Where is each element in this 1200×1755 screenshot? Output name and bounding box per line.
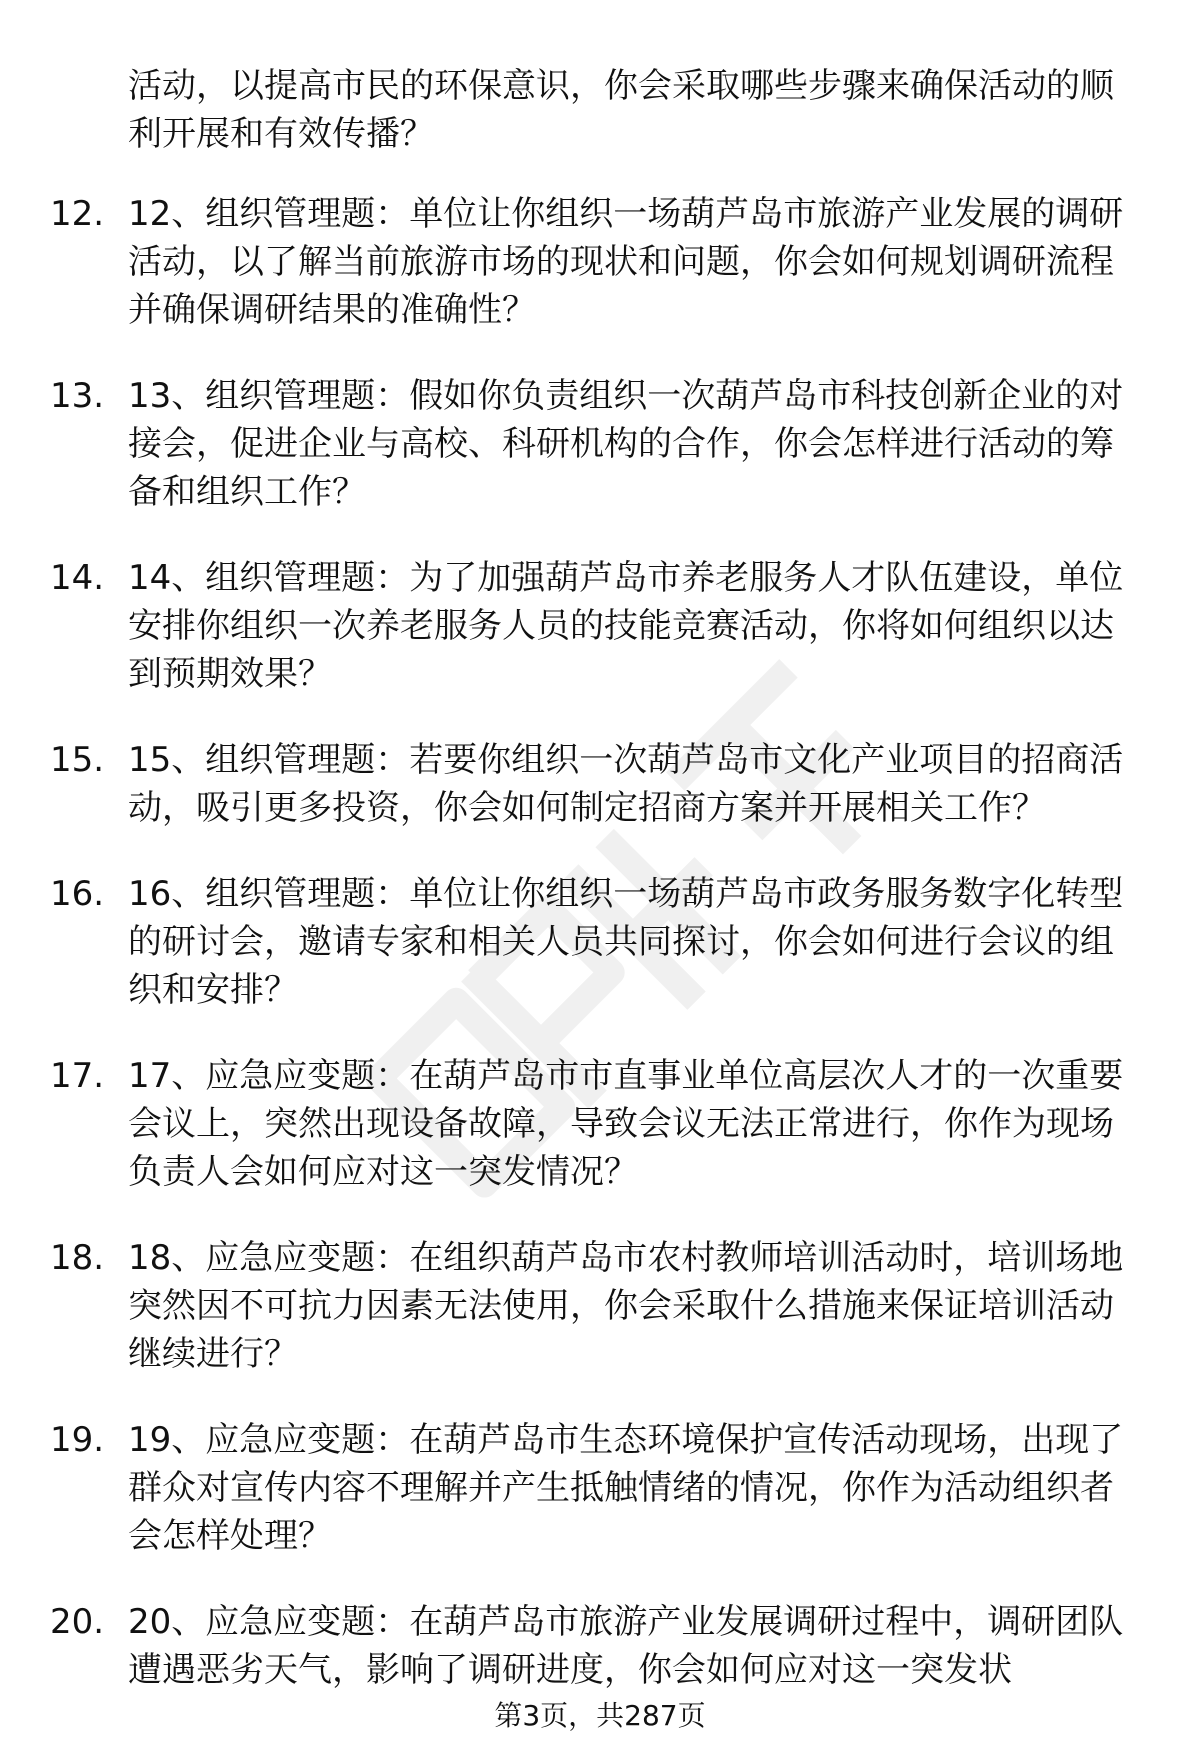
question-text: 14、组织管理题：为了加强葫芦岛市养老服务人才队伍建设，单位安排你组织一次养老服务人员的技能竞赛活动，你将如何组织以达到预期效果？ bbox=[128, 558, 1124, 694]
question-number: 17. bbox=[50, 1056, 105, 1096]
question-number: 16. bbox=[50, 874, 105, 914]
question-number: 13. bbox=[50, 376, 105, 416]
question-text: 16、组织管理题：单位让你组织一场葫芦岛市政务服务数字化转型的研讨会，邀请专家和相关人员共同探讨，你会如何进行会议的组织和安排？ bbox=[128, 874, 1124, 1010]
list-item bbox=[0, 736, 1200, 870]
list-item bbox=[0, 1416, 1200, 1598]
question-text: 19、应急应变题：在葫芦岛市生态环境保护宣传活动现场，出现了群众对宣传内容不理解并产生抵触情绪的情况，你作为活动组织者会怎样处理？ bbox=[128, 1420, 1124, 1556]
question-text: 20、应急应变题：在葫芦岛市旅游产业发展调研过程中，调研团队遭遇恶劣天气，影响了调研进度，你会如何应对这一突发状 bbox=[128, 1602, 1124, 1690]
list-item bbox=[0, 554, 1200, 736]
list-item bbox=[0, 1598, 1200, 1698]
question-text: 15、组织管理题：若要你组织一次葫芦岛市文化产业项目的招商活动，吸引更多投资，你会如何制定招商方案并开展相关工作？ bbox=[128, 740, 1124, 828]
list-item bbox=[0, 870, 1200, 1052]
question-text: 17、应急应变题：在葫芦岛市市直事业单位高层次人才的一次重要会议上，突然出现设备故障，导致会议无法正常进行，你作为现场负责人会如何应对这一突发情况？ bbox=[128, 1056, 1124, 1192]
question-text: 18、应急应变题：在组织葫芦岛市农村教师培训活动时，培训场地突然因不可抗力因素无法使用，你会采取什么措施来保证培训活动继续进行？ bbox=[128, 1238, 1124, 1374]
page-footer: 第3页，共287页 bbox=[494, 1699, 706, 1732]
list-item bbox=[0, 190, 1200, 372]
question-number: 18. bbox=[50, 1238, 105, 1278]
list-item bbox=[0, 1234, 1200, 1416]
question-number: 19. bbox=[50, 1420, 105, 1460]
list-item bbox=[0, 1052, 1200, 1234]
carry-over-paragraph: 活动，以提高市民的环保意识，你会采取哪些步骤来确保活动的顺利开展和有效传播？ bbox=[128, 66, 1114, 154]
question-number: 12. bbox=[50, 194, 105, 234]
list-item bbox=[0, 372, 1200, 554]
question-number: 20. bbox=[50, 1602, 105, 1642]
question-text: 13、组织管理题：假如你负责组织一次葫芦岛市科技创新企业的对接会，促进企业与高校、科研机构的合作，你会怎样进行活动的筹备和组织工作？ bbox=[128, 376, 1124, 512]
question-text: 12、组织管理题：单位让你组织一场葫芦岛市旅游产业发展的调研活动，以了解当前旅游市场的现状和问题，你会如何规划调研流程并确保调研结果的准确性？ bbox=[128, 194, 1124, 330]
question-number: 14. bbox=[50, 558, 105, 598]
question-list bbox=[0, 190, 1200, 1698]
question-number: 15. bbox=[50, 740, 105, 780]
